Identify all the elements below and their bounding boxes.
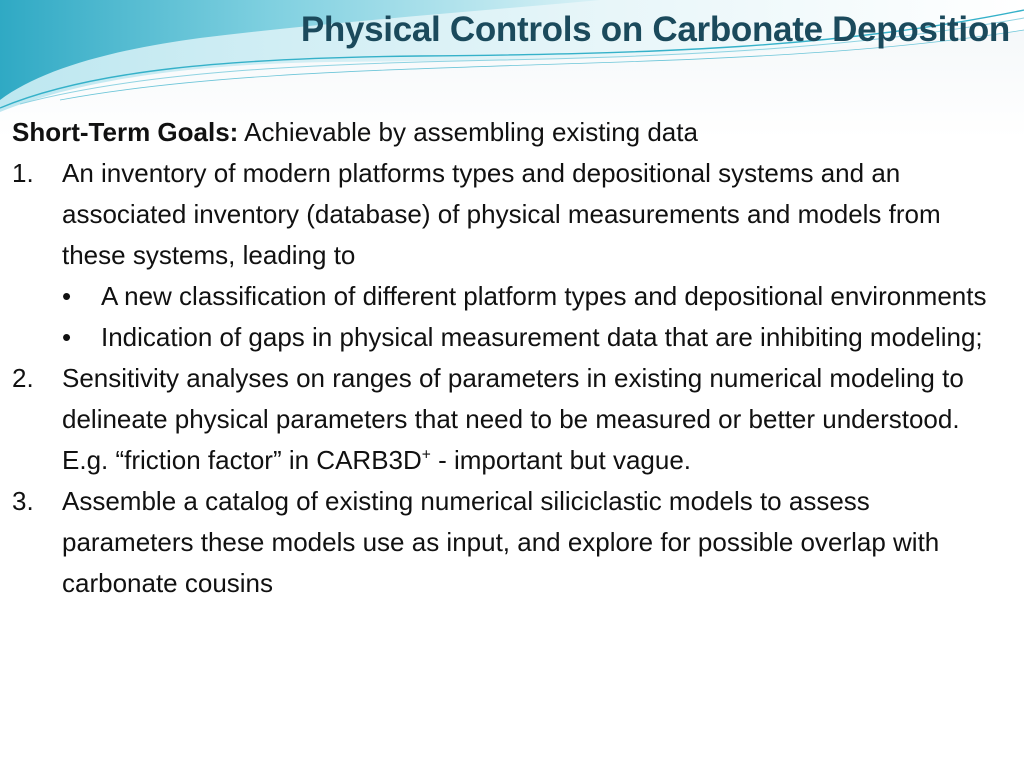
goals-label: Short-Term Goals:	[12, 117, 239, 147]
sub-item-2	[62, 317, 1002, 358]
goals-text: Achievable by assembling existing data	[238, 117, 698, 147]
list-item-1	[12, 153, 1002, 358]
list-item-3	[12, 481, 1002, 604]
sub-item-1	[62, 276, 1002, 317]
slide-title: Physical Controls on Carbonate Deposition	[300, 10, 1010, 49]
sub-item-text: A new classification of different platform types and depositional environments	[101, 281, 987, 311]
list-item-2	[12, 358, 1002, 481]
bullet-icon: •	[62, 281, 72, 311]
short-term-goals-line	[12, 112, 1002, 153]
goals-list	[12, 153, 1002, 604]
sub-item-text: Indication of gaps in physical measurement data that are inhibiting modeling;	[101, 322, 983, 352]
list-number: 2.	[12, 363, 34, 393]
list-number: 3.	[12, 486, 34, 516]
superscript-plus: +	[421, 446, 431, 464]
list-item-text: Assemble a catalog of existing numerical siliciclastic models to assess parameters these models use as input, and explore for possible overlap with carbonate cousins	[62, 486, 940, 598]
list-item-text-tail: - important but vague.	[430, 445, 692, 475]
list-number: 1.	[12, 158, 34, 188]
sub-list	[62, 276, 1002, 358]
list-item-text: An inventory of modern platforms types and depositional systems and an associated inventory (database) of physical measurements and models from these systems, leading to	[62, 158, 941, 270]
list-item-text: Sensitivity analyses on ranges of parameters in existing numerical modeling to delineate physical parameters that need to be measured or better understood. E.g. “friction factor” in CARB3D	[62, 363, 964, 475]
bullet-icon: •	[62, 322, 72, 352]
slide-body	[12, 112, 1002, 604]
